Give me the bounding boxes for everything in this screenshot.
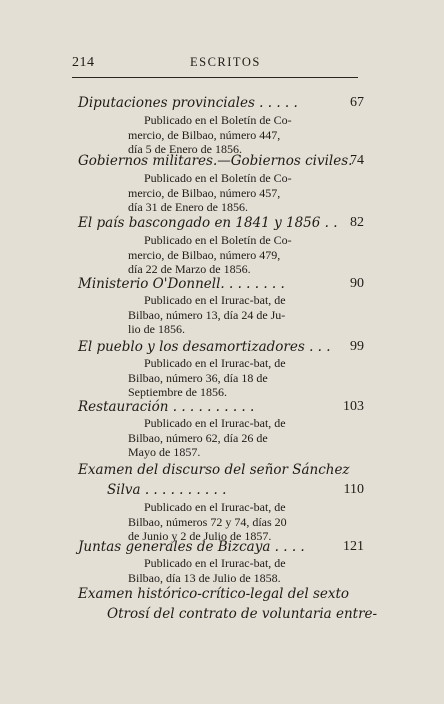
entry-title: Juntas generales de Bizcaya . . . . <box>78 539 305 555</box>
entry-page-number: 67 <box>350 95 364 110</box>
entry-title: Ministerio O'Donnell. . . . . . . . <box>78 276 285 292</box>
description-line: Publicado en el Irurac-bat, de <box>144 416 286 430</box>
description-line: mercio, de Bilbao, número 479, <box>128 247 281 262</box>
entry-title-continued: Silva . . . . . . . . . . <box>107 482 227 498</box>
running-head: ESCRITOS <box>190 55 261 69</box>
description-line: Publicado en el Boletín de Co- <box>144 113 292 127</box>
entry-description <box>128 113 326 157</box>
description-line: Publicado en el Irurac-bat, de <box>144 293 286 307</box>
description-line: Publicado en el Boletín de Co- <box>144 171 292 185</box>
entry-description <box>128 500 326 544</box>
description-line: día 22 de Marzo de 1856. <box>128 262 251 277</box>
description-line: Publicado en el Boletín de Co- <box>144 233 292 247</box>
entry-description <box>128 356 326 400</box>
entry-description <box>128 293 326 337</box>
entry-description <box>128 233 326 277</box>
entry-page-number: 103 <box>343 399 364 414</box>
description-line: Bilbao, día 13 de Julio de 1858. <box>128 570 281 585</box>
entry-title: Examen del discurso del señor Sánchez <box>78 462 350 478</box>
description-line: Mayo de 1857. <box>128 445 201 460</box>
page-number: 214 <box>72 55 95 70</box>
description-line: mercio, de Bilbao, número 457, <box>128 185 281 200</box>
entry-title: El pueblo y los desamortizadores . . . <box>78 339 331 355</box>
description-line: de Junio y 2 de Julio de 1857. <box>128 529 272 544</box>
entry-page-number: 82 <box>350 215 364 230</box>
entry-title: Examen histórico-crítico-legal del sexto <box>78 586 350 602</box>
description-line: Bilbao, número 62, día 26 de <box>128 430 268 445</box>
entry-title: El país bascongado en 1841 y 1856 . . <box>78 215 338 231</box>
description-line: día 5 de Enero de 1856. <box>128 142 242 157</box>
entry-page-number: 110 <box>343 482 364 497</box>
entry-title: Gobiernos militares.—Gobiernos civiles. <box>78 153 353 169</box>
description-line: Bilbao, números 72 y 74, días 20 <box>128 514 287 529</box>
entry-page-number: 99 <box>350 339 364 354</box>
entry-page-number: 74 <box>350 153 364 168</box>
description-line: Bilbao, número 13, día 24 de Ju- <box>128 307 286 322</box>
page-header <box>72 55 358 78</box>
entry-description <box>128 556 326 585</box>
entry-page-number: 90 <box>350 276 364 291</box>
description-line: día 31 de Enero de 1856. <box>128 200 248 215</box>
description-line: Publicado en el Irurac-bat, de <box>144 500 286 514</box>
description-line: Publicado en el Irurac-bat, de <box>144 356 286 370</box>
entry-description <box>128 416 326 460</box>
entry-title: Restauración . . . . . . . . . . <box>78 399 255 415</box>
description-line: lio de 1856. <box>128 322 185 337</box>
description-line: Bilbao, número 36, día 18 de <box>128 370 268 385</box>
description-line: mercio, de Bilbao, número 447, <box>128 127 281 142</box>
description-line: Publicado en el Irurac-bat, de <box>144 556 286 570</box>
entry-title-continued: Otrosí del contrato de voluntaria entre- <box>107 606 378 622</box>
description-line: Septiembre de 1856. <box>128 385 227 400</box>
entry-description <box>128 171 326 215</box>
entry-page-number: 121 <box>343 539 364 554</box>
entry-title: Diputaciones provinciales . . . . . <box>78 95 298 111</box>
